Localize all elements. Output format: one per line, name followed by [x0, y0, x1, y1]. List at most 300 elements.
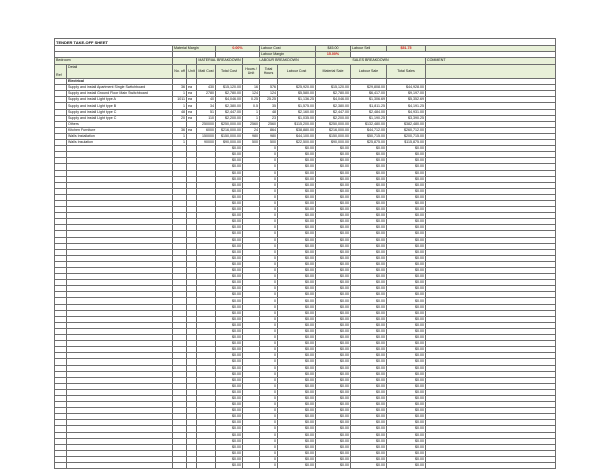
cell-detail[interactable]: Supply and install Ground Floor Main Switchboard	[67, 91, 173, 97]
cell-total-sales[interactable]: $0.00	[387, 389, 426, 395]
cell-total-sales[interactable]: $200,715.00	[387, 133, 426, 139]
cell-labour-cost[interactable]: $0.00	[278, 347, 316, 353]
cell-total-cost[interactable]: $0.00	[216, 444, 243, 450]
cell-total-sales[interactable]: $0.00	[387, 255, 426, 261]
cell-labour-cost[interactable]: $0.00	[278, 335, 316, 341]
cell-labour-cost[interactable]: $115,200.00	[278, 121, 316, 127]
cell-labour-cost[interactable]: $0.00	[278, 207, 316, 213]
cell-labour-sale[interactable]: $0.00	[351, 456, 387, 462]
cell-labour-sale[interactable]: $0.00	[351, 146, 387, 152]
cell-total-cost[interactable]: $90,000.00	[216, 140, 243, 146]
cell-total-sales[interactable]: $0.00	[387, 261, 426, 267]
cell-labour-cost[interactable]: $0.00	[278, 213, 316, 219]
cell-material-sale[interactable]: $2,200.00	[316, 115, 351, 121]
cell-material-sale[interactable]: $2,780.00	[316, 91, 351, 97]
cell-labour-cost[interactable]: $0.00	[278, 322, 316, 328]
cell-total-hours[interactable]: 0	[260, 231, 278, 237]
cell-labour-sale[interactable]: $29,808.00	[351, 85, 387, 91]
cell-total-hours[interactable]: 0	[260, 225, 278, 231]
cell-total-cost[interactable]: $2,380.00	[216, 103, 243, 109]
cell-labour-sale[interactable]: $0.00	[351, 389, 387, 395]
cell-matl-cost[interactable]: 90000	[197, 140, 216, 146]
cell-total-sales[interactable]: $0.00	[387, 146, 426, 152]
cell-labour-sale[interactable]: $1,306.69	[351, 97, 387, 103]
cell-no-off[interactable]: 1	[173, 91, 187, 97]
cell-labour-sale[interactable]: $6,417.00	[351, 91, 387, 97]
cell-matl-cost[interactable]: 51	[197, 109, 216, 115]
cell-total-hours[interactable]: 0	[260, 359, 278, 365]
cell-total-cost[interactable]: $0.00	[216, 377, 243, 383]
cell-total-sales[interactable]: $0.00	[387, 249, 426, 255]
cell-material-sale[interactable]: $0.00	[316, 194, 351, 200]
cell-total-sales[interactable]: $0.00	[387, 152, 426, 158]
cell-total-hours[interactable]: 0	[260, 207, 278, 213]
cell-material-sale[interactable]: $0.00	[316, 377, 351, 383]
cell-total-hours[interactable]: 0	[260, 402, 278, 408]
cell-total-sales[interactable]: $0.00	[387, 231, 426, 237]
cell-labour-cost[interactable]: $0.00	[278, 286, 316, 292]
cell-total-cost[interactable]: $0.00	[216, 432, 243, 438]
cell-labour-cost[interactable]: $0.00	[278, 188, 316, 194]
cell-total-cost[interactable]: $0.00	[216, 268, 243, 274]
cell-total-sales[interactable]: $0.00	[387, 377, 426, 383]
cell-material-sale[interactable]: $0.00	[316, 310, 351, 316]
cell-labour-cost[interactable]: $0.00	[278, 377, 316, 383]
cell-labour-cost[interactable]: $0.00	[278, 200, 316, 206]
cell-labour-cost[interactable]: $0.00	[278, 182, 316, 188]
cell-total-hours[interactable]: 0	[260, 286, 278, 292]
cell-unit[interactable]: ea	[187, 115, 197, 121]
cell-no-off[interactable]: 1	[173, 103, 187, 109]
cell-labour-cost[interactable]: $0.00	[278, 164, 316, 170]
cell-material-sale[interactable]: $216,000.00	[316, 127, 351, 133]
cell-labour-sale[interactable]: $0.00	[351, 322, 387, 328]
cell-labour-sale[interactable]: $1,811.25	[351, 103, 387, 109]
cell-total-hours[interactable]: 0	[260, 414, 278, 420]
cell-empty[interactable]	[197, 463, 216, 469]
cell-labour-sale[interactable]: $0.00	[351, 268, 387, 274]
cell-labour-sale[interactable]: $0.00	[351, 170, 387, 176]
cell-total-cost[interactable]: $0.00	[216, 395, 243, 401]
cell-total-sales[interactable]: $0.00	[387, 292, 426, 298]
cell-matl-cost[interactable]: 40	[197, 97, 216, 103]
cell-total-hours[interactable]: 0	[260, 432, 278, 438]
cell-material-sale[interactable]: $0.00	[316, 408, 351, 414]
cell-material-sale[interactable]: $0.00	[316, 298, 351, 304]
cell-hours-unit[interactable]: 16	[243, 85, 260, 91]
cell-total-hours[interactable]: 0	[260, 335, 278, 341]
cell-total-hours[interactable]: 0	[260, 310, 278, 316]
cell-total-cost[interactable]: $4,046.00	[216, 97, 243, 103]
cell-total-cost[interactable]: $0.00	[216, 456, 243, 462]
cell-total-hours[interactable]: 0	[260, 395, 278, 401]
cell-labour-sale[interactable]: $0.00	[351, 371, 387, 377]
cell-total-hours[interactable]: 980	[260, 133, 278, 139]
cell-material-sale[interactable]: $0.00	[316, 353, 351, 359]
cell-labour-cost[interactable]: $0.00	[278, 414, 316, 420]
cell-total-hours[interactable]: 0	[260, 456, 278, 462]
cell-total-sales[interactable]: $0.00	[387, 237, 426, 243]
cell-total-hours[interactable]: 0	[260, 341, 278, 347]
cell-material-sale[interactable]: $0.00	[316, 231, 351, 237]
cell-hours-unit[interactable]: 1	[243, 115, 260, 121]
cell-labour-sale[interactable]: $0.00	[351, 383, 387, 389]
cell-total-sales[interactable]: $0.00	[387, 200, 426, 206]
cell-labour-sale[interactable]: $0.00	[351, 408, 387, 414]
cell-total-cost[interactable]: $0.00	[216, 237, 243, 243]
cell-unit[interactable]: ea	[187, 97, 197, 103]
cell-total-hours[interactable]: 0	[260, 176, 278, 182]
cell-total-hours[interactable]: 0	[260, 213, 278, 219]
cell-labour-sale[interactable]: $0.00	[351, 182, 387, 188]
cell-detail[interactable]: Supply and install Light type C	[67, 115, 173, 121]
cell-total-hours[interactable]: 0	[260, 426, 278, 432]
cell-labour-cost[interactable]: $0.00	[278, 219, 316, 225]
cell-labour-sale[interactable]: $0.00	[351, 176, 387, 182]
cell-total-cost[interactable]: $0.00	[216, 420, 243, 426]
cell-material-sale[interactable]: $0.00	[316, 146, 351, 152]
cell-labour-cost[interactable]: $0.00	[278, 426, 316, 432]
cell-labour-sale[interactable]: $0.00	[351, 420, 387, 426]
cell-total-cost[interactable]: $0.00	[216, 274, 243, 280]
cell-total-hours[interactable]: 2560	[260, 121, 278, 127]
cell-material-sale[interactable]: $0.00	[316, 328, 351, 334]
cell-total-sales[interactable]: $0.00	[387, 335, 426, 341]
cell-total-cost[interactable]: $0.00	[216, 450, 243, 456]
cell-total-cost[interactable]: $0.00	[216, 402, 243, 408]
cell-labour-sale[interactable]: $0.00	[351, 274, 387, 280]
cell-total-sales[interactable]: $9,197.00	[387, 91, 426, 97]
cell-total-hours[interactable]: 0	[260, 438, 278, 444]
cell-matl-cost[interactable]: 110	[197, 115, 216, 121]
cell-labour-sale[interactable]: $0.00	[351, 335, 387, 341]
cell-total-sales[interactable]: $0.00	[387, 347, 426, 353]
cell-total-cost[interactable]: $0.00	[216, 152, 243, 158]
cell-total-sales[interactable]: $0.00	[387, 402, 426, 408]
cell-total-sales[interactable]: $4,931.00	[387, 109, 426, 115]
cell-hours-unit[interactable]: 24	[243, 127, 260, 133]
cell-labour-cost[interactable]: $0.00	[278, 237, 316, 243]
cell-material-sale[interactable]: $15,120.00	[316, 85, 351, 91]
cell-labour-sale[interactable]: $0.00	[351, 164, 387, 170]
cell-total-sales[interactable]: $0.00	[387, 243, 426, 249]
cell-labour-sale[interactable]: $0.00	[351, 438, 387, 444]
cell-material-sale[interactable]: $0.00	[316, 359, 351, 365]
cell-total-cost[interactable]: $2,200.00	[216, 115, 243, 121]
cell-labour-cost[interactable]: $25,920.00	[278, 85, 316, 91]
cell-total-sales[interactable]: $3,390.25	[387, 115, 426, 121]
cell-material-sale[interactable]: $0.00	[316, 395, 351, 401]
cell-total-sales[interactable]: $0.00	[387, 359, 426, 365]
cell-total-cost[interactable]: $0.00	[216, 365, 243, 371]
cell-total-sales[interactable]: $0.00	[387, 213, 426, 219]
cell-total-sales[interactable]: $0.00	[387, 365, 426, 371]
cell-total-sales[interactable]: $0.00	[387, 432, 426, 438]
cell-total-sales[interactable]: $0.00	[387, 426, 426, 432]
cell-total-sales[interactable]: $4,191.25	[387, 103, 426, 109]
cell-labour-cost[interactable]: $0.00	[278, 371, 316, 377]
cell-total-cost[interactable]: $0.00	[216, 322, 243, 328]
cell-total-cost[interactable]: $0.00	[216, 182, 243, 188]
cell-labour-sale[interactable]: $0.00	[351, 444, 387, 450]
cell-labour-cost[interactable]: $0.00	[278, 255, 316, 261]
cell-labour-cost[interactable]: $0.00	[278, 316, 316, 322]
cell-labour-cost[interactable]: $0.00	[278, 402, 316, 408]
cell-total-hours[interactable]: 0	[260, 219, 278, 225]
cell-total-hours[interactable]: 0	[260, 450, 278, 456]
cell-total-cost[interactable]: $2,780.00	[216, 91, 243, 97]
cell-material-sale[interactable]: $0.00	[316, 463, 351, 469]
cell-labour-sale[interactable]: $0.00	[351, 353, 387, 359]
cell-labour-cost[interactable]: $0.00	[278, 383, 316, 389]
cell-matl-cost[interactable]: 6000	[197, 127, 216, 133]
cell-total-cost[interactable]: $0.00	[216, 359, 243, 365]
cell-empty[interactable]	[426, 463, 556, 469]
cell-total-hours[interactable]: 0	[260, 365, 278, 371]
cell-detail[interactable]: Kitchen Furniture	[67, 127, 173, 133]
cell-labour-cost[interactable]: $0.00	[278, 328, 316, 334]
cell-material-sale[interactable]: $0.00	[316, 237, 351, 243]
cell-total-sales[interactable]: $260,712.00	[387, 127, 426, 133]
cell-total-cost[interactable]: $0.00	[216, 255, 243, 261]
cell-labour-sale[interactable]: $0.00	[351, 255, 387, 261]
cell-total-cost[interactable]: $0.00	[216, 383, 243, 389]
cell-total-hours[interactable]: 0	[260, 170, 278, 176]
cell-material-sale[interactable]: $90,000.00	[316, 140, 351, 146]
cell-total-cost[interactable]: $0.00	[216, 310, 243, 316]
cell-total-hours[interactable]: 0	[260, 322, 278, 328]
cell-material-sale[interactable]: $0.00	[316, 164, 351, 170]
cell-labour-cost[interactable]: $0.00	[278, 298, 316, 304]
cell-total-hours[interactable]: 0	[260, 237, 278, 243]
cell-labour-sale[interactable]: $0.00	[351, 450, 387, 456]
cell-total-hours[interactable]: 0	[260, 383, 278, 389]
cell-total-cost[interactable]: $0.00	[216, 286, 243, 292]
cell-labour-cost[interactable]: $0.00	[278, 146, 316, 152]
cell-labour-cost[interactable]: $22,500.00	[278, 140, 316, 146]
cell-total-hours[interactable]: 0	[260, 371, 278, 377]
cell-labour-cost[interactable]: $0.00	[278, 261, 316, 267]
cell-labour-sale[interactable]: $0.00	[351, 231, 387, 237]
cell-matl-cost[interactable]: 34	[197, 103, 216, 109]
cell-labour-sale[interactable]: $0.00	[351, 219, 387, 225]
cell-material-sale[interactable]: $0.00	[316, 249, 351, 255]
cell-total-cost[interactable]: $0.00	[216, 335, 243, 341]
cell-labour-cost[interactable]: $0.00	[278, 456, 316, 462]
cell-hours-unit[interactable]: 124	[243, 91, 260, 97]
cell-material-sale[interactable]: $0.00	[316, 255, 351, 261]
cell-total-hours[interactable]: 0	[260, 274, 278, 280]
cell-matl-cost[interactable]: 250000	[197, 121, 216, 127]
cell-total-hours[interactable]: 0	[260, 328, 278, 334]
cell-total-sales[interactable]: $0.00	[387, 444, 426, 450]
cell-labour-sale[interactable]: $0.00	[351, 463, 387, 469]
cell-labour-sale[interactable]: $0.00	[351, 310, 387, 316]
cell-total-cost[interactable]: $0.00	[216, 225, 243, 231]
cell-total-cost[interactable]: $0.00	[216, 371, 243, 377]
cell-labour-cost[interactable]: $2,160.00	[278, 109, 316, 115]
cell-labour-cost[interactable]: $0.00	[278, 280, 316, 286]
cell-labour-sale[interactable]: $0.00	[351, 316, 387, 322]
cell-total-hours[interactable]: 48	[260, 109, 278, 115]
cell-total-hours[interactable]: 0	[260, 261, 278, 267]
cell-detail[interactable]: Others	[67, 121, 173, 127]
cell-labour-cost[interactable]: $44,100.00	[278, 133, 316, 139]
cell-labour-cost[interactable]: $1,575.00	[278, 103, 316, 109]
cell-material-sale[interactable]: $0.00	[316, 383, 351, 389]
cell-labour-sale[interactable]: $0.00	[351, 328, 387, 334]
cell-total-cost[interactable]: $0.00	[216, 200, 243, 206]
cell-detail[interactable]: Supply and install Light type B	[67, 103, 173, 109]
cell-hours-unit[interactable]: 0.5	[243, 103, 260, 109]
cell-total-sales[interactable]: $0.00	[387, 176, 426, 182]
cell-labour-cost[interactable]: $0.00	[278, 365, 316, 371]
cell-total-cost[interactable]: $0.00	[216, 164, 243, 170]
cell-material-sale[interactable]: $0.00	[316, 268, 351, 274]
cell-labour-sale[interactable]: $0.00	[351, 249, 387, 255]
cell-total-sales[interactable]: $0.00	[387, 304, 426, 310]
cell-total-hours[interactable]: 0	[260, 164, 278, 170]
cell-labour-cost[interactable]: $0.00	[278, 359, 316, 365]
labour-cost-value[interactable]: $45.00	[316, 46, 351, 52]
cell-labour-cost[interactable]: $0.00	[278, 268, 316, 274]
cell-hours-unit[interactable]: 0.25	[243, 97, 260, 103]
cell-total-sales[interactable]: $0.00	[387, 158, 426, 164]
cell-no-off[interactable]: 48	[173, 109, 187, 115]
cell-material-sale[interactable]: $0.00	[316, 243, 351, 249]
cell-total-sales[interactable]: $115,875.00	[387, 140, 426, 146]
cell-material-sale[interactable]: $0.00	[316, 176, 351, 182]
cell-total-sales[interactable]: $0.00	[387, 414, 426, 420]
cell-labour-sale[interactable]: $0.00	[351, 243, 387, 249]
cell-total-cost[interactable]: $0.00	[216, 249, 243, 255]
cell-material-sale[interactable]: $0.00	[316, 182, 351, 188]
cell-labour-sale[interactable]: $0.00	[351, 200, 387, 206]
cell-labour-sale[interactable]: $0.00	[351, 432, 387, 438]
cell-hours-unit[interactable]: 500	[243, 140, 260, 146]
cell-material-sale[interactable]: $0.00	[316, 225, 351, 231]
cell-total-hours[interactable]: 0	[260, 304, 278, 310]
cell-labour-sale[interactable]: $0.00	[351, 225, 387, 231]
cell-total-cost[interactable]: $15,120.00	[216, 85, 243, 91]
cell-total-cost[interactable]: $0.00	[216, 292, 243, 298]
cell-labour-cost[interactable]: $0.00	[278, 225, 316, 231]
cell-material-sale[interactable]: $0.00	[316, 304, 351, 310]
cell-labour-sale[interactable]: $44,712.00	[351, 127, 387, 133]
cell-total-sales[interactable]: $0.00	[387, 188, 426, 194]
cell-no-off[interactable]: 1	[173, 140, 187, 146]
cell-labour-cost[interactable]: $0.00	[278, 438, 316, 444]
cell-total-sales[interactable]: $0.00	[387, 268, 426, 274]
cell-labour-cost[interactable]: $0.00	[278, 274, 316, 280]
cell-labour-cost[interactable]: $0.00	[278, 341, 316, 347]
material-margin-value[interactable]: 0.00%	[216, 46, 260, 52]
cell-labour-cost[interactable]: $0.00	[278, 420, 316, 426]
cell-labour-cost[interactable]: $0.00	[278, 292, 316, 298]
cell-material-sale[interactable]: $0.00	[316, 152, 351, 158]
cell-total-hours[interactable]: 0	[260, 188, 278, 194]
cell-no-off[interactable]: 20	[173, 115, 187, 121]
cell-labour-cost[interactable]: $0.00	[278, 249, 316, 255]
cell-no-off[interactable]: 1011	[173, 97, 187, 103]
cell-total-cost[interactable]: $0.00	[216, 304, 243, 310]
cell-material-sale[interactable]: $0.00	[316, 219, 351, 225]
cell-detail[interactable]: Walls Installation	[67, 133, 173, 139]
cell-material-sale[interactable]: $0.00	[316, 432, 351, 438]
cell-total-hours[interactable]: 0	[260, 463, 278, 469]
cell-total-hours[interactable]: 23	[260, 115, 278, 121]
cell-total-sales[interactable]: $0.00	[387, 383, 426, 389]
cell-total-sales[interactable]: $0.00	[387, 286, 426, 292]
cell-matl-cost[interactable]: 2780	[197, 91, 216, 97]
cell-material-sale[interactable]: $0.00	[316, 316, 351, 322]
cell-material-sale[interactable]: $0.00	[316, 402, 351, 408]
cell-labour-cost[interactable]: $0.00	[278, 353, 316, 359]
cell-total-sales[interactable]: $0.00	[387, 438, 426, 444]
cell-total-hours[interactable]: 35	[260, 103, 278, 109]
cell-labour-cost[interactable]: $0.00	[278, 389, 316, 395]
cell-total-hours[interactable]: 0	[260, 353, 278, 359]
cell-material-sale[interactable]: $0.00	[316, 371, 351, 377]
cell-total-hours[interactable]: 0	[260, 194, 278, 200]
cell-labour-sale[interactable]: $0.00	[351, 286, 387, 292]
cell-material-sale[interactable]: $0.00	[316, 280, 351, 286]
cell-material-sale[interactable]: $0.00	[316, 213, 351, 219]
cell-empty[interactable]	[243, 463, 260, 469]
cell-labour-sale[interactable]: $0.00	[351, 188, 387, 194]
cell-total-cost[interactable]: $0.00	[216, 219, 243, 225]
cell-total-sales[interactable]: $0.00	[387, 194, 426, 200]
cell-labour-cost[interactable]: $0.00	[278, 243, 316, 249]
cell-total-sales[interactable]: $382,480.00	[387, 121, 426, 127]
cell-material-sale[interactable]: $0.00	[316, 261, 351, 267]
cell-labour-cost[interactable]: $0.00	[278, 194, 316, 200]
cell-total-hours[interactable]: 0	[260, 182, 278, 188]
cell-labour-cost[interactable]: $5,580.00	[278, 91, 316, 97]
cell-empty[interactable]	[55, 463, 67, 469]
cell-total-hours[interactable]: 0	[260, 268, 278, 274]
cell-material-sale[interactable]: $0.00	[316, 188, 351, 194]
cell-labour-cost[interactable]: $0.00	[278, 176, 316, 182]
cell-total-hours[interactable]: 0	[260, 200, 278, 206]
cell-total-sales[interactable]: $0.00	[387, 182, 426, 188]
cell-labour-sale[interactable]: $0.00	[351, 377, 387, 383]
cell-total-cost[interactable]: $0.00	[216, 158, 243, 164]
cell-labour-sale[interactable]: $0.00	[351, 298, 387, 304]
cell-no-off[interactable]: 1	[173, 133, 187, 139]
cell-labour-sale[interactable]: $0.00	[351, 395, 387, 401]
cell-total-cost[interactable]: $150,000.00	[216, 133, 243, 139]
cell-total-hours[interactable]: 500	[260, 140, 278, 146]
cell-labour-sale[interactable]: $50,715.00	[351, 133, 387, 139]
cell-total-sales[interactable]: $0.00	[387, 310, 426, 316]
cell-labour-sale[interactable]: $0.00	[351, 414, 387, 420]
cell-total-hours[interactable]: 25.25	[260, 97, 278, 103]
cell-material-sale[interactable]: $0.00	[316, 322, 351, 328]
cell-material-sale[interactable]: $0.00	[316, 438, 351, 444]
cell-total-cost[interactable]: $0.00	[216, 316, 243, 322]
cell-labour-sale[interactable]: $25,875.00	[351, 140, 387, 146]
cell-total-cost[interactable]: $0.00	[216, 328, 243, 334]
cell-labour-sale[interactable]: $0.00	[351, 359, 387, 365]
cell-total-sales[interactable]: $5,352.69	[387, 97, 426, 103]
cell-total-cost[interactable]: $216,000.00	[216, 127, 243, 133]
cell-labour-cost[interactable]: $0.00	[278, 408, 316, 414]
cell-labour-cost[interactable]: $0.00	[278, 395, 316, 401]
cell-labour-cost[interactable]: $1,136.25	[278, 97, 316, 103]
cell-total-sales[interactable]: $0.00	[387, 463, 426, 469]
cell-material-sale[interactable]: $150,000.00	[316, 133, 351, 139]
